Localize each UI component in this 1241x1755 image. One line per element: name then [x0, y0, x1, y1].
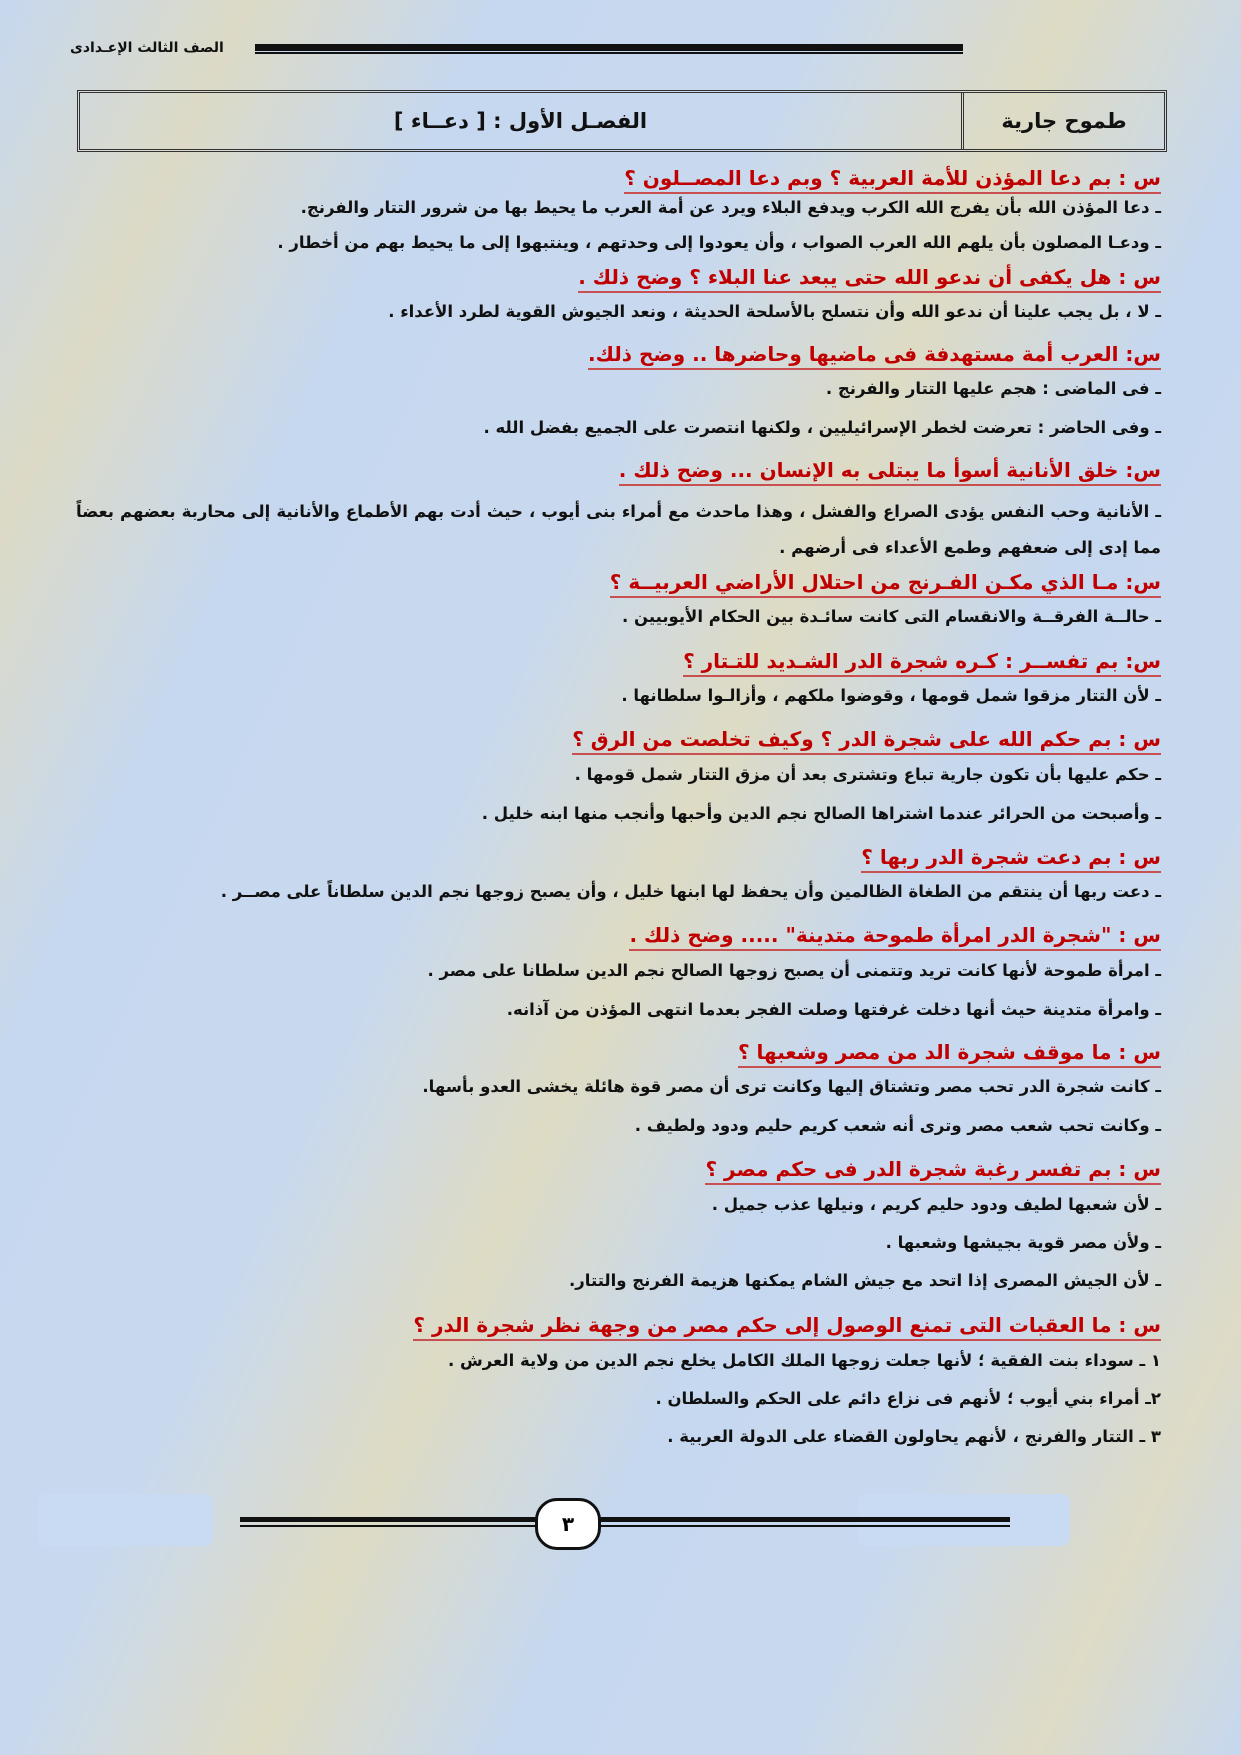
question-heading: س : بم تفسر رغبة شجرة الدر فى حكم مصر ؟ — [705, 1157, 1161, 1185]
header-rule-thin — [255, 52, 963, 54]
story-title: طموح جارية — [961, 93, 1164, 149]
answer-line: ـ ولأن مصر قوية بجيشها وشعبها . — [885, 1233, 1161, 1252]
answer-line: ـ الأنانية وحب النفس يؤدى الصراع والفشل ، وهذا ماحدث مع أمراء بنى أيوب ، حيث أدت بهم الأطماع والأنانية إلى محاربة بعضهم بعضاً مما إدى إلى ضعفهم وطمع الأعداء فى أرضهم . — [76, 502, 1161, 557]
answer-line: ـ وأصبحت من الحرائر عندما اشتراها الصالح نجم الدين وأحبها وأنجب منها ابنه خليل . — [481, 804, 1161, 823]
question-heading: س : هل يكفى أن ندعو الله حتى يبعد عنا البلاء ؟ وضح ذلك . — [578, 265, 1161, 293]
question-heading: س : بم دعا المؤذن للأمة العربية ؟ وبم دعا المصــلون ؟ — [624, 166, 1161, 194]
answer-line: ـ وكانت تحب شعب مصر وترى أنه شعب كريم حليم ودود ولطيف . — [634, 1116, 1161, 1135]
header-rule — [255, 44, 963, 51]
answer-line: ـ لأن شعبها لطيف ودود حليم كريم ، ونيلها عذب جميل . — [711, 1195, 1161, 1214]
answer-line: ـ دعا المؤذن الله بأن يفرج الله الكرب ويدفع البلاء ويرد عن أمة العرب ما يحيط بها من شرور التتار والفرنج. — [300, 198, 1161, 217]
answer-line: ـ فى الماضى : هجم عليها التتار والفرنج . — [825, 379, 1161, 398]
question-heading: س: خلق الأنانية أسوأ ما يبتلى به الإنسان ... وضح ذلك . — [619, 458, 1161, 486]
grade-label: الصف الثالث الإعـدادى — [70, 40, 224, 56]
question-heading: س: العرب أمة مستهدفة فى ماضيها وحاضرها .. وضح ذلك. — [588, 342, 1161, 370]
question-heading: س : ما موقف شجرة الد من مصر وشعبها ؟ — [738, 1040, 1161, 1068]
answer-line: ـ حكم عليها بأن تكون جارية تباع وتشترى بعد أن مزق التتار شمل قومها . — [574, 765, 1161, 784]
answer-line: ١ ـ سوداء بنت الفقية ؛ لأنها جعلت زوجها الملك الكامل يخلع نجم الدين من ولاية العرش . — [448, 1351, 1161, 1370]
question-heading: س : بم حكم الله على شجرة الدر ؟ وكيف تخلصت من الرق ؟ — [572, 727, 1161, 755]
answer-line: ـ وامرأة متدينة حيث أنها دخلت غرفتها وصلت الفجر بعدما انتهى المؤذن من آذانه. — [506, 1000, 1161, 1019]
chapter-title: الفصـل الأول : [ دعــاء ] — [393, 109, 648, 133]
answer-line: ـ ودعـا المصلون بأن يلهم الله العرب الصواب ، وأن يعودوا إلى وحدتهم ، وينتبهوا إلى ما يحيط بهم من أخطار . — [277, 233, 1161, 252]
answer-line: ٣ ـ التتار والفرنج ، لأنهم يحاولون القضاء على الدولة العربية . — [667, 1427, 1161, 1446]
question-heading: س : "شجرة الدر امرأة طموحة متدينة" ..... وضح ذلك . — [629, 923, 1161, 951]
answer-line: ٢ـ أمراء بني أيوب ؛ لأنهم فى نزاع دائم على الحكم والسلطان . — [655, 1389, 1161, 1408]
footer-panel-left — [38, 1494, 213, 1546]
answer-line: ـ لأن التتار مزقوا شمل قومها ، وقوضوا ملكهم ، وأزالـوا سلطانها . — [621, 686, 1161, 705]
page-number: ٣ — [535, 1498, 601, 1550]
footer-rule — [240, 1517, 1010, 1522]
footer-rule-thin — [240, 1525, 1010, 1527]
chapter-title-box — [77, 90, 1167, 152]
question-heading: س: بم تفســر : كـره شجرة الدر الشـديد للتـتار ؟ — [683, 649, 1161, 677]
answer-line: ـ كانت شجرة الدر تحب مصر وتشتاق إليها وكانت ترى أن مصر قوة هائلة يخشى العدو بأسها. — [422, 1077, 1161, 1096]
answer-line: ـ امرأة طموحة لأنها كانت تريد وتتمنى أن يصبح زوجها الصالح نجم الدين سلطانا على مصر . — [427, 961, 1161, 980]
answer-line: ـ لا ، بل يجب علينا أن ندعو الله وأن نتسلح بالأسلحة الحديثة ، ونعد الجيوش القوية لطرد الأعداء . — [388, 302, 1161, 321]
question-heading: س : ما العقبات التى تمنع الوصول إلى حكم مصر من وجهة نظر شجرة الدر ؟ — [413, 1313, 1161, 1341]
answer-line: ـ حالــة الفرقــة والانقسام التى كانت سائـدة بين الحكام الأيوبيين . — [621, 607, 1161, 626]
answer-line: ـ لأن الجيش المصرى إذا اتحد مع جيش الشام يمكنها هزيمة الفرنج والتتار. — [569, 1271, 1161, 1290]
answer-line: ـ وفى الحاضر : تعرضت لخطر الإسرائيليين ، ولكنها انتصرت على الجميع بفضل الله . — [483, 418, 1161, 437]
question-heading: س: مـا الذي مكـن الفـرنج من احتلال الأراضي العربيــة ؟ — [610, 570, 1161, 598]
answer-line: ـ دعت ربها أن ينتقم من الطغاة الظالمين وأن يحفظ لها ابنها خليل ، وأن يصبح زوجها نجم الدين سلطاناً على مصــر . — [220, 882, 1161, 901]
question-heading: س : بم دعت شجرة الدر ربها ؟ — [861, 845, 1161, 873]
